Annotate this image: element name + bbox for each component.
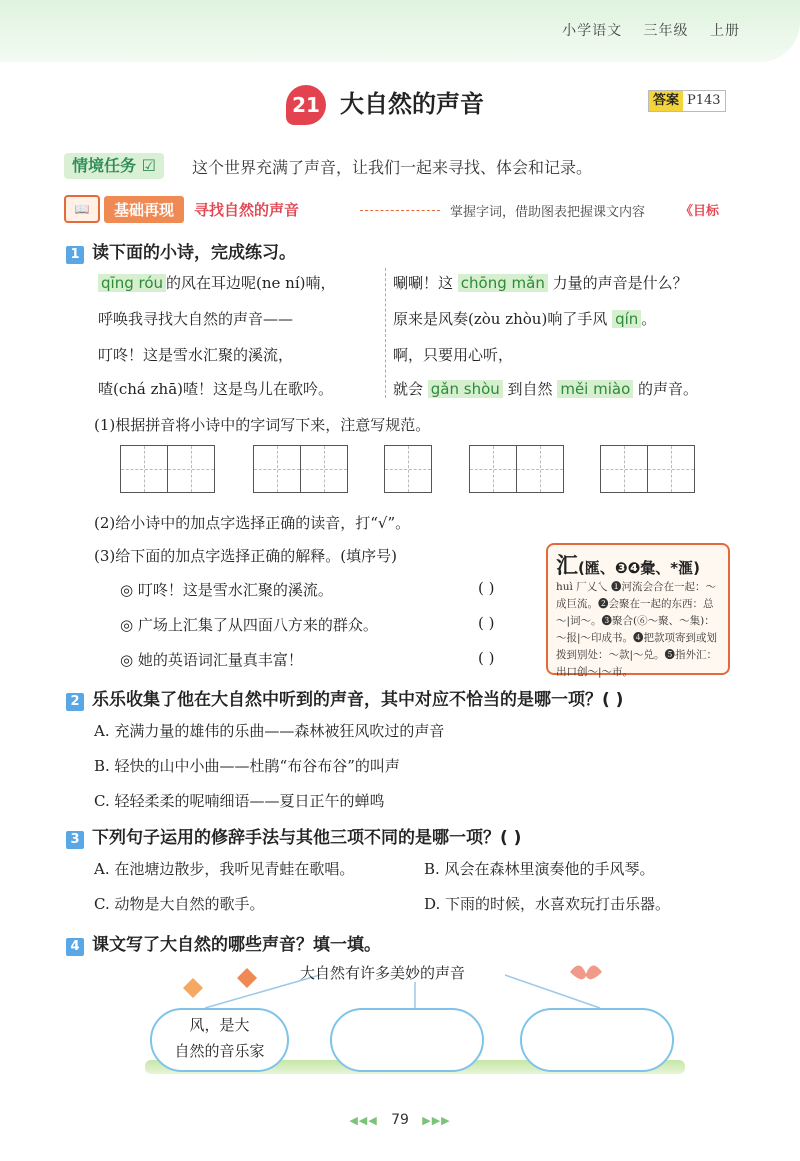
poem-text: 的风在耳边呢(ne ní)喃， <box>166 274 336 292</box>
question-number: 3 <box>66 831 84 849</box>
dict-char: 汇 <box>556 554 579 579</box>
writing-grid-2[interactable] <box>253 445 348 493</box>
leaf-icon <box>237 968 257 988</box>
dictionary-box <box>546 543 730 678</box>
volume-label: 上册 <box>710 23 740 39</box>
book-icon: 📖 <box>64 195 100 223</box>
page-number: 79 <box>391 1112 409 1128</box>
leaf-icon <box>183 978 203 998</box>
poem-text: 就会 <box>393 380 428 398</box>
poem-text: 的声音。 <box>633 380 699 398</box>
section-goal-tag: 《目标 <box>680 204 720 219</box>
q1-sub3: (3)给下面的加点字选择正确的解释。(填序号) <box>94 547 397 565</box>
question-4-title <box>66 930 381 956</box>
answer-blank-1[interactable]: ( ) <box>478 579 495 597</box>
page-footer <box>0 1112 800 1128</box>
question-1-title <box>66 238 296 264</box>
q1-sub1: (1)根据拼音将小诗中的字词写下来，注意写规范。 <box>94 416 431 434</box>
poem-text: 唰唰！这 <box>393 274 458 292</box>
sound-diagram <box>145 960 685 1075</box>
lesson-number: 21 <box>286 85 326 125</box>
question-2-title <box>66 685 623 711</box>
poem-divider <box>385 268 386 398</box>
q1-sub2: (2)给小诗中的加点字选择正确的读音，打“√”。 <box>94 514 411 532</box>
question-text: 课文写了大自然的哪些声音？填一填。 <box>92 935 381 955</box>
cloud-1-line-2: 自然的音乐家 <box>174 1042 265 1060</box>
diagram-title: 大自然有许多美妙的声音 <box>300 964 466 982</box>
task-text: 这个世界充满了声音，让我们一起来寻找、体会和记录。 <box>192 158 593 177</box>
pinyin-blank: měi miào <box>557 380 633 398</box>
poem-right-line-1 <box>393 272 688 293</box>
q2-option-b[interactable]: B. 轻快的山中小曲——杜鹃“布谷布谷”的叫声 <box>94 757 400 775</box>
answer-label: 答案 <box>649 91 683 111</box>
cloud-1-text <box>152 1012 287 1064</box>
q3-option-d[interactable]: D. 下雨的时候，水喜欢玩打击乐器。 <box>424 895 671 913</box>
question-number: 4 <box>66 938 84 956</box>
sentence-1: ◎ 叮咚！这是雪水汇聚的溪流。 <box>120 581 333 599</box>
writing-grid-3[interactable] <box>384 445 432 493</box>
cloud-box-1[interactable] <box>150 1008 289 1072</box>
q3-option-a[interactable]: A. 在池塘边散步，我听见青蛙在歌唱。 <box>94 860 355 878</box>
subject-label: 小学语文 <box>562 23 623 39</box>
poem-right-line-3: 啊，只要用心听， <box>393 346 514 364</box>
writing-grid-1[interactable] <box>120 445 215 493</box>
question-number: 1 <box>66 246 84 264</box>
question-text: 下列句子运用的修辞手法与其他三项不同的是哪一项？( ) <box>92 828 522 848</box>
answer-page: P143 <box>687 93 721 108</box>
left-arrows-icon: ◀◀◀ <box>349 1114 378 1127</box>
poem-left-line-1 <box>98 272 335 293</box>
checkbox-icon: ☑ <box>141 156 156 175</box>
pinyin-blank: qín <box>612 310 641 328</box>
q2-option-a[interactable]: A. 充满力量的雄伟的乐曲——森林被狂风吹过的声音 <box>94 722 445 740</box>
dict-variants: (匯、❸❹彙、*滙) <box>578 559 700 577</box>
poem-text: 原来是风奏(zòu zhòu)响了手风 <box>393 310 613 328</box>
goal-tag-text: 目标 <box>693 204 720 219</box>
cloud-box-3[interactable] <box>520 1008 674 1072</box>
dict-head <box>556 549 700 580</box>
section-sub-label: 寻找自然的声音 <box>194 200 300 219</box>
pinyin-blank: gǎn shòu <box>428 380 503 398</box>
task-label <box>64 153 164 179</box>
q2-option-c[interactable]: C. 轻轻柔柔的呢喃细语——夏日正午的蝉鸣 <box>94 792 385 810</box>
q3-option-b[interactable]: B. 风会在森林里演奏他的手风琴。 <box>424 860 655 878</box>
question-text: 读下面的小诗，完成练习。 <box>92 243 296 263</box>
section-main-label: 基础再现 <box>104 196 184 223</box>
butterfly-icon <box>570 965 602 979</box>
poem-left-line-4: 喳(chá zhā)喳！这是鸟儿在歌吟。 <box>98 380 333 398</box>
poem-text: 到自然 <box>502 380 558 398</box>
writing-grid-5[interactable] <box>600 445 695 493</box>
right-arrows-icon: ▶▶▶ <box>422 1114 451 1127</box>
sentence-3: ◎ 她的英语词汇量真丰富！ <box>120 651 303 669</box>
pinyin-blank: chōng mǎn <box>458 274 548 292</box>
task-label-text: 情境任务 <box>72 156 137 175</box>
pinyin-blank: qīng róu <box>98 274 166 292</box>
poem-left-line-3: 叮咚！这是雪水汇聚的溪流， <box>98 346 294 364</box>
poem-right-line-2 <box>393 308 656 329</box>
question-3-title <box>66 823 521 849</box>
question-number: 2 <box>66 693 84 711</box>
answer-reference[interactable] <box>648 90 726 112</box>
writing-grid-4[interactable] <box>469 445 564 493</box>
answer-blank-2[interactable]: ( ) <box>478 614 495 632</box>
grade-label: 三年级 <box>643 23 689 39</box>
answer-blank-3[interactable]: ( ) <box>478 649 495 667</box>
dict-body: huì 厂乂乀 ❶河流会合在一起：～成巨流。❷会聚在一起的东西：总～|词～。❸聚合(⑥～聚、～集)：～报|～印成书。❹把款项寄到或划拨到别处：～款|～兑。❺指外汇：出口创～|～市。 <box>556 581 718 678</box>
section-bar <box>64 195 299 223</box>
poem-text: 。 <box>641 310 657 328</box>
question-text: 乐乐收集了他在大自然中听到的声音，其中对应不恰当的是哪一项？( ) <box>92 690 624 710</box>
header-info <box>546 20 740 40</box>
q3-option-c[interactable]: C. 动物是大自然的歌手。 <box>94 895 265 913</box>
sentence-2: ◎ 广场上汇集了从四面八方来的群众。 <box>120 616 378 634</box>
cloud-box-2[interactable] <box>330 1008 484 1072</box>
lesson-title: 大自然的声音 <box>340 90 484 118</box>
section-divider <box>360 210 440 211</box>
poem-left-line-2: 呼唤我寻找大自然的声音—— <box>98 310 294 328</box>
poem-text: 力量的声音是什么？ <box>547 274 688 292</box>
section-goal-text: 掌握字词，借助图表把握课文内容 <box>450 205 646 220</box>
poem-right-line-4 <box>393 378 698 399</box>
cloud-1-line-1: 风，是大 <box>189 1016 250 1034</box>
